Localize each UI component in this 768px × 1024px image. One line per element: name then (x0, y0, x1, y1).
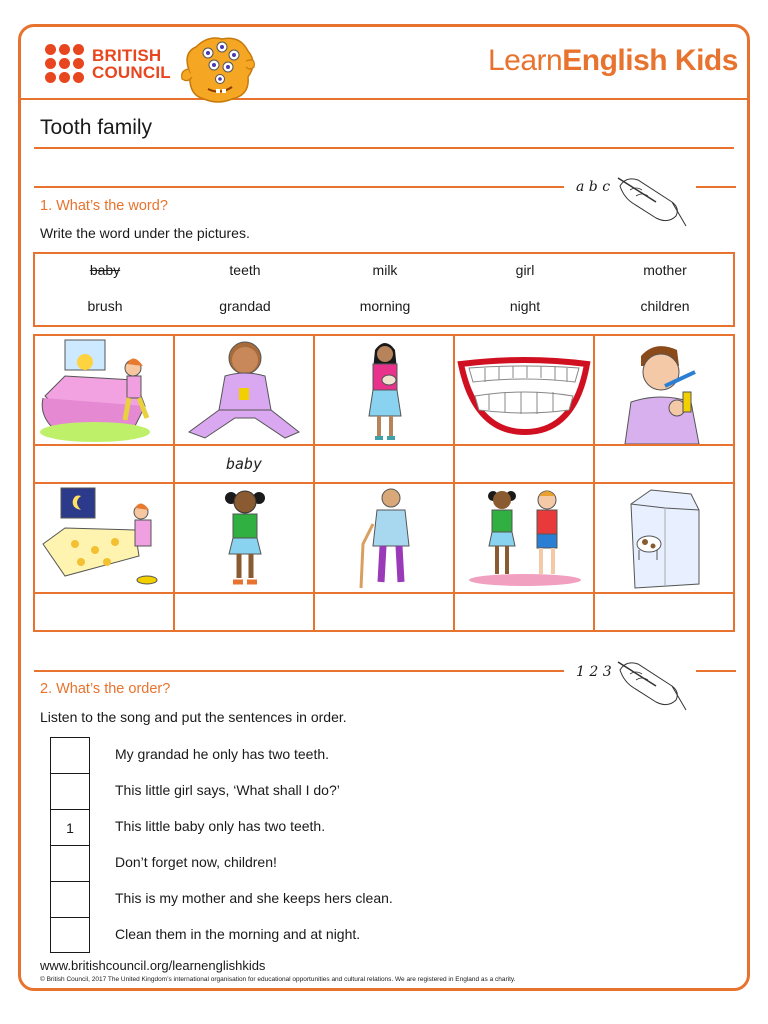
answer-cell-8[interactable] (315, 594, 455, 630)
picture-cell-morning (35, 336, 175, 446)
word-mother: mother (643, 262, 687, 278)
order-sentence: This is my mother and she keeps hers clean. (115, 890, 393, 906)
order-item (50, 737, 550, 773)
picture-grid (33, 334, 735, 632)
picture-cell-baby (175, 336, 315, 446)
writing-hand-icon (616, 168, 688, 230)
word-girl: girl (515, 262, 535, 278)
order-number-box[interactable] (50, 917, 90, 953)
learnenglish-kids-logo[interactable] (488, 44, 738, 78)
order-item (50, 845, 550, 881)
answer-cell-4[interactable] (455, 446, 595, 484)
order-number-box[interactable] (50, 845, 90, 881)
section2-divider-right (696, 670, 736, 672)
word-grandad: grandad (219, 298, 271, 314)
picture-cell-children (455, 484, 595, 594)
order-item (50, 881, 550, 917)
word-baby: baby (89, 262, 121, 278)
picture-cell-grandad (315, 484, 455, 594)
order-sentence: Clean them in the morning and at night. (115, 926, 361, 942)
lek-kids: Kids (667, 44, 738, 77)
teeth-picture-icon (455, 336, 593, 444)
order-item (50, 917, 550, 953)
title-underline (34, 147, 734, 149)
order-item (50, 809, 550, 845)
lek-english: English (562, 44, 668, 77)
word-teeth: teeth (229, 262, 261, 278)
picture-cell-teeth (455, 336, 595, 446)
section1-title: 1. What’s the word? (40, 198, 168, 214)
word-bank (33, 252, 735, 327)
order-sentence: My grandad he only has two teeth. (115, 746, 330, 762)
word-morning: morning (359, 298, 411, 314)
order-number-box[interactable] (50, 773, 90, 809)
grandad-picture-icon (315, 484, 453, 592)
bc-line-1: BRITISH (92, 45, 162, 65)
section2-divider-left (34, 670, 564, 672)
brush-picture-icon (595, 336, 731, 444)
picture-cell-girl (175, 484, 315, 594)
writing-hand-icon (616, 652, 688, 714)
picture-cell-mother (315, 336, 455, 446)
order-sentence: Don’t forget now, children! (115, 854, 277, 870)
order-sentence: This little baby only has two teeth. (115, 818, 326, 834)
header-divider (21, 98, 747, 100)
bc-line-2: COUNCIL (92, 62, 171, 82)
answer-cell-6[interactable] (35, 594, 175, 630)
answer-cell-2[interactable]: baby (175, 446, 315, 484)
british-council-dots-icon (45, 44, 84, 83)
morning-picture-icon (35, 336, 173, 444)
word-night: night (509, 298, 541, 314)
section2-title: 2. What’s the order? (40, 681, 171, 697)
word-children: children (640, 298, 690, 314)
page-title: Tooth family (40, 116, 153, 139)
night-picture-icon (35, 484, 173, 592)
section1-instruction: Write the word under the pictures. (40, 225, 250, 241)
answer-cell-7[interactable] (175, 594, 315, 630)
answer-cell-1[interactable] (35, 446, 175, 484)
order-sentence: This little girl says, ‘What shall I do?’ (115, 782, 340, 798)
mother-picture-icon (315, 336, 453, 444)
order-number-box[interactable] (50, 881, 90, 917)
section1-divider-left (34, 186, 564, 188)
word-brush: brush (87, 298, 123, 314)
baby-picture-icon (175, 336, 313, 444)
footer-copyright: © British Council, 2017 The United Kingdom’s international organisation for educational opportunities and cultural relations. We are registered in England as a charity. (40, 976, 516, 983)
order-item (50, 773, 550, 809)
section2-numbers-label: 1 2 3 (576, 664, 612, 680)
answer-cell-10[interactable] (595, 594, 733, 630)
answer-cell-5[interactable] (595, 446, 733, 484)
answer-cell-3[interactable] (315, 446, 455, 484)
picture-cell-night (35, 484, 175, 594)
word-milk: milk (372, 262, 398, 278)
girl-picture-icon (175, 484, 313, 592)
lek-learn: Learn (488, 44, 563, 77)
section2-instruction: Listen to the song and put the sentences in order. (40, 709, 347, 725)
monster-mascot-icon (178, 33, 258, 103)
british-council-logo[interactable] (45, 44, 171, 83)
footer-url-link[interactable]: www.britishcouncil.org/learnenglishkids (40, 958, 266, 973)
answer-cell-9[interactable] (455, 594, 595, 630)
children-picture-icon (455, 484, 593, 592)
picture-cell-milk (595, 484, 733, 594)
section1-abc-label: a b c (576, 179, 611, 195)
section1-divider-right (696, 186, 736, 188)
milk-carton-picture-icon (595, 484, 731, 592)
order-number-box[interactable]: 1 (50, 809, 90, 845)
order-number-box[interactable] (50, 737, 90, 773)
picture-cell-brush (595, 336, 733, 446)
british-council-wordmark (92, 47, 171, 81)
